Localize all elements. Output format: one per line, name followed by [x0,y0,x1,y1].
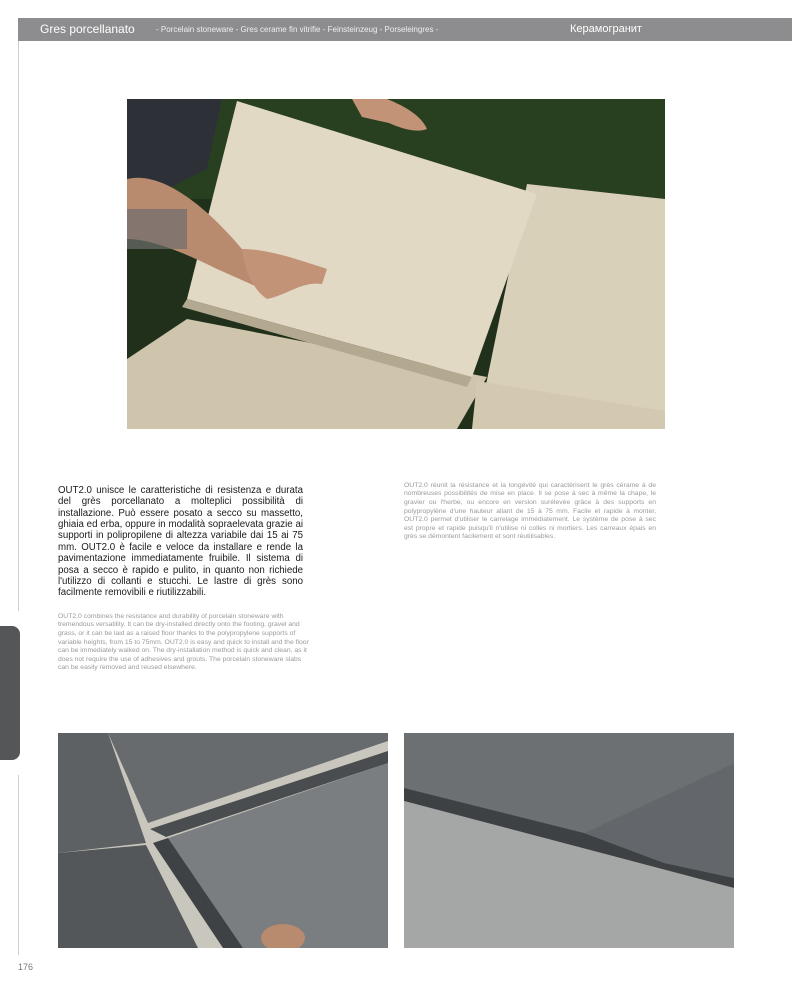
header-russian-title: Керамогранит [570,23,642,35]
description-english: OUT2.0 combines the resistance and durability of porcelain stoneware with tremendous versatility. It can be dry-installed directly onto the footing, gravel and grass, or it can be laid as a raised floor thanks to the polypropylene supports of variable heights, from 15 to 75mm. OUT2.0 is easy and quick to install and the floor can be immediately walked on. The dry-installation method is quick and clean, as it does not require the use of adhesives and grouts. The porcelain stoneware slabs can be easily removed and reused elsewhere. [58,612,309,672]
page-header [18,18,792,41]
main-photo [127,99,665,429]
margin-line-top [18,41,19,611]
section-tab [0,626,20,760]
header-subtitle: - Porcelain stoneware - Gres cerame fin vitrifie - Feinsteinzeug - Porseleingres - [156,25,439,34]
photo-grey-slabs [404,733,734,948]
photo-tiles-on-gravel [58,733,388,948]
description-french: OUT2.0 réunit la résistance et la longévité qui caractérisent le grès cérame à de nombreuses possibilités de mise en place. Il se pose à sec à même la chape, le gravier ou l'herbe, ou encore en version surélevée grâce à des supports en polypropylène d'une hauteur allant de 15 à 75 mm. Facile et rapide à monter, OUT2.0 permet d'utiliser le carrelage immédiatement. Le système de pose à sec est propre et rapide puisqu'il n'utilise ni colles ni mortiers. Les carreaux épais en grès se démontent facilement et sont réutilisables. [404,481,656,541]
margin-line-bottom [18,775,19,955]
grey-slabs-photo [404,733,734,948]
gravel-tiles-photo [58,733,388,948]
page-number: 176 [18,962,34,972]
description-italian: OUT2.0 unisce le caratteristiche di resistenza e durata del grès porcellanato a molteplici possibilità di installazione. Può essere posato a secco su massetto, ghiaia ed erba, oppure in modalità sopraelevata grazie ai supporti in polipropilene di altezza variabile dai 15 ai 75 mm. OUT2.0 è facile e veloce da installare e rende la pavimentazione immediatamente fruibile. Il sistema di posa a secco è rapido e pulito, in quanto non richiede l'utilizzo di collanti e stucchi. Le lastre di grès sono facilmente removibili e riutilizzabili. [58,484,303,599]
header-title: Gres porcellanato [40,22,135,36]
photo-slab-laying [127,99,665,429]
